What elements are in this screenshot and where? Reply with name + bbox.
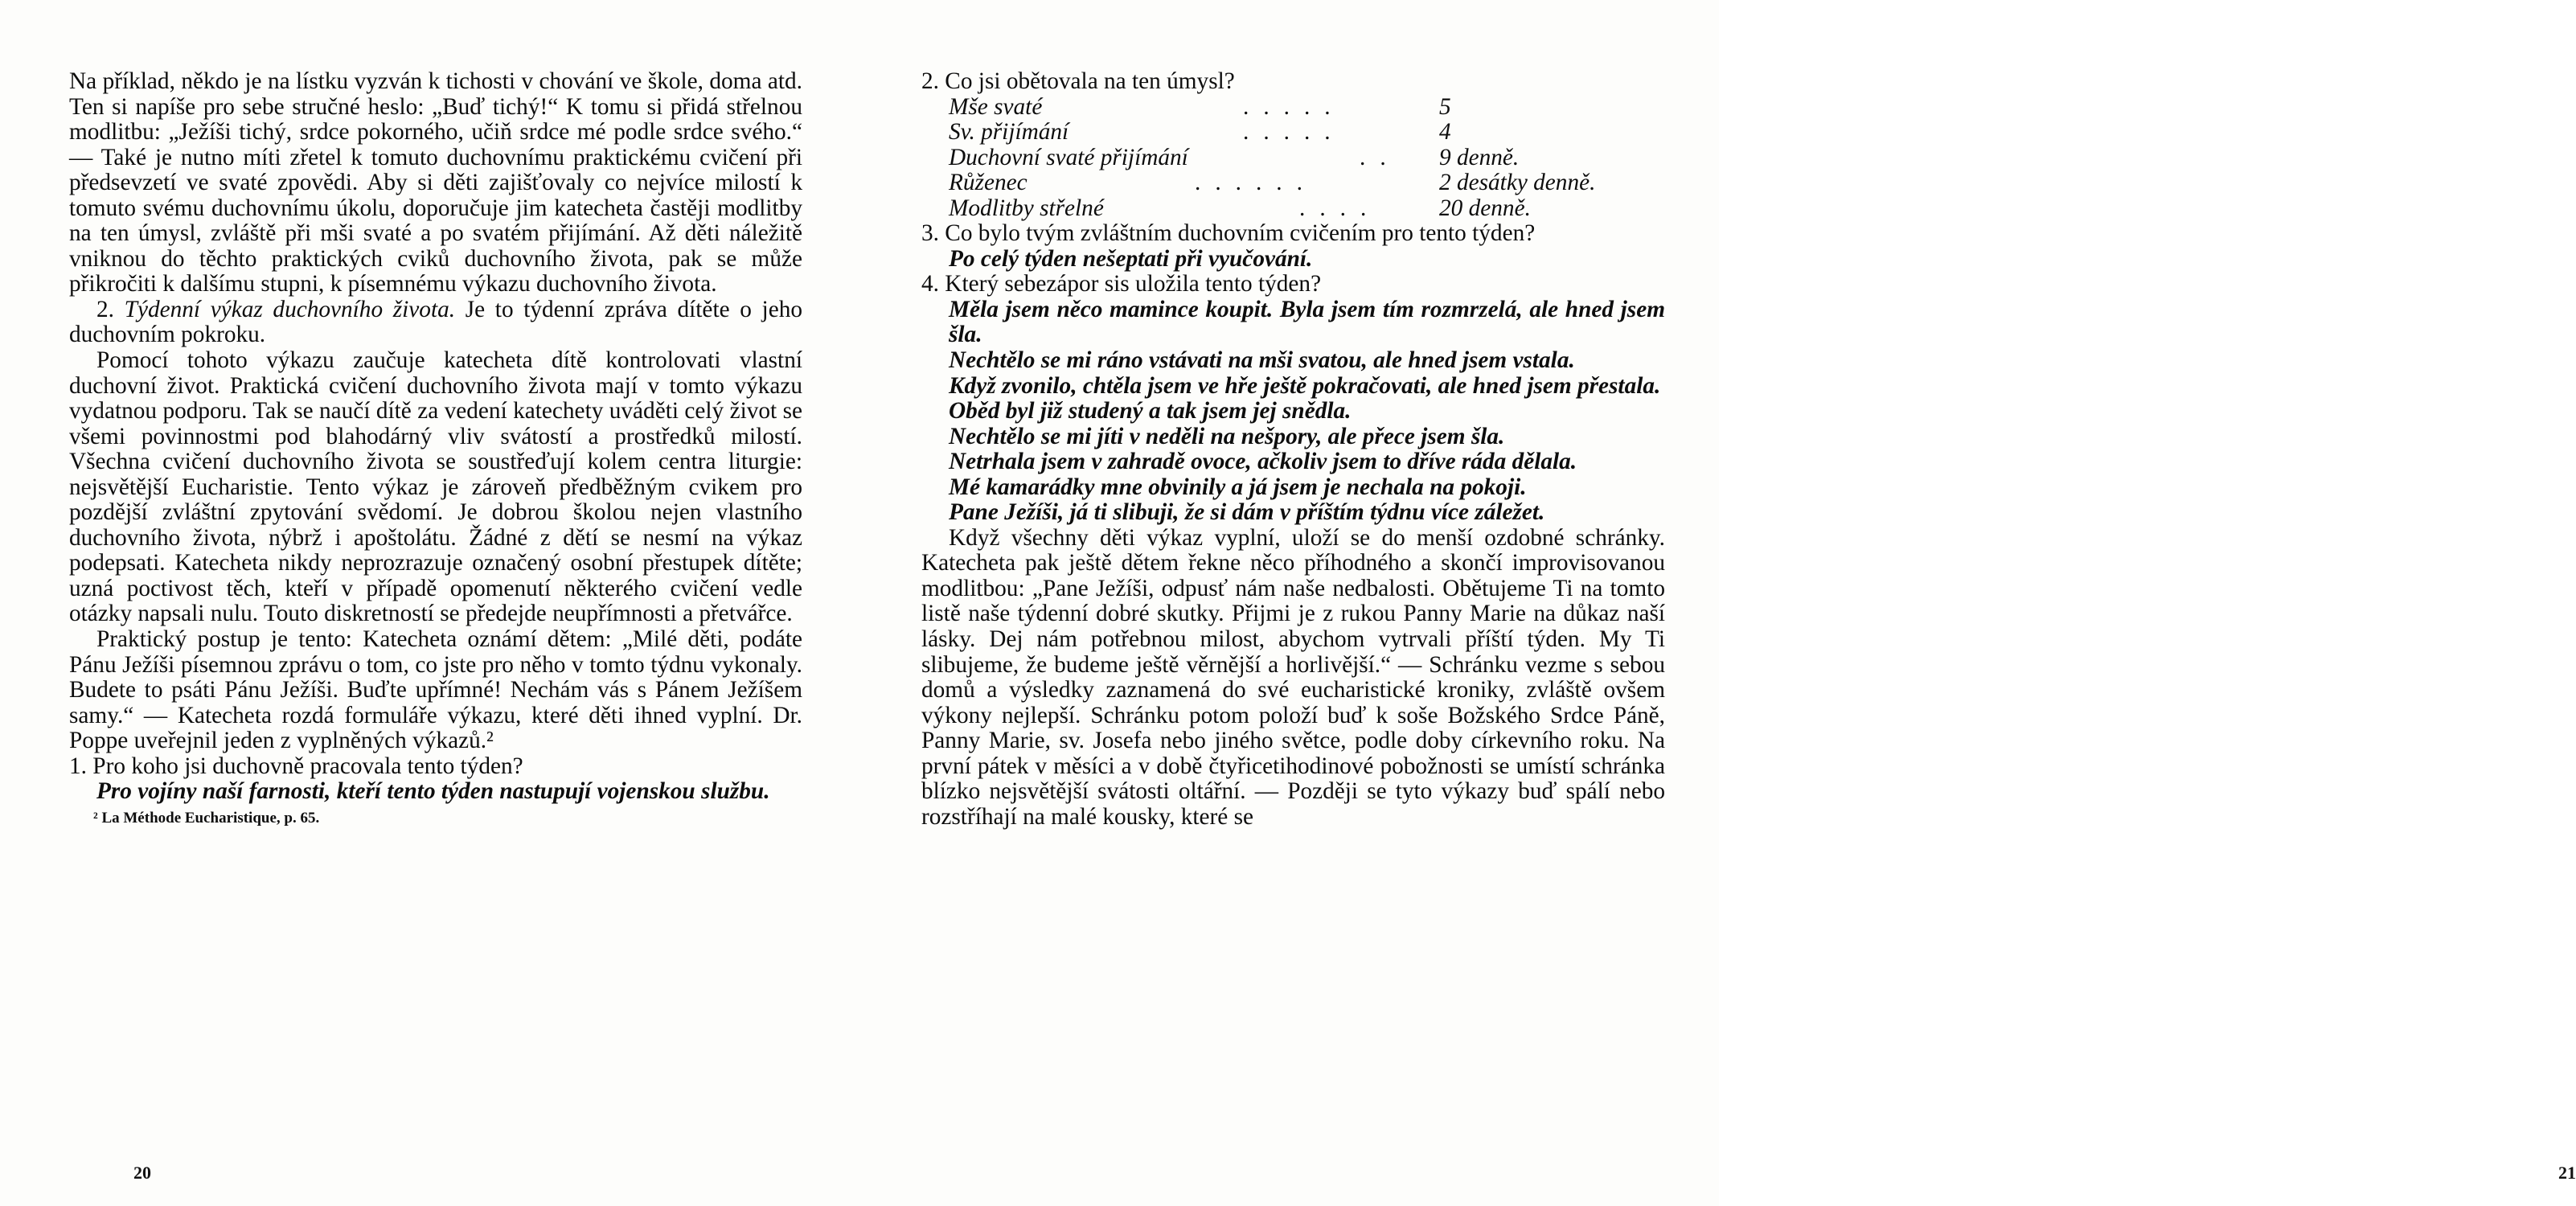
leader-dots: ...... (1195, 170, 1317, 196)
answer-1: Pro vojíny naší farnosti, kteří tento týden nastupují vojenskou službu. (96, 778, 770, 805)
offering-label: Mše svaté (949, 93, 1043, 120)
section-title: Týdenní výkaz duchovního života. (124, 296, 456, 322)
offering-value: 20 denně. (1439, 195, 1531, 221)
answer-4-line: Nechtělo se mi jíti v neděli na nešpory, ale přece jsem šla. (949, 423, 1505, 449)
offering-label: Sv. přijímání (949, 119, 1069, 146)
answer-4-line: Pane Ježíši, já ti slibuji, že si dám v příštím týdnu více záležet. (949, 499, 1545, 526)
question-3: 3. Co bylo tvým zvláštním duchovním cvičením pro tento týden? (921, 220, 1536, 247)
right-page-text (921, 69, 1665, 830)
answer-4-line: Nechtělo se mi ráno vstávati na mši svatou, ale hned jsem vstala. (949, 347, 1575, 374)
right-page (921, 0, 2576, 1206)
answer-4-line: Oběd byl již studený a tak jsem jej snědla. (949, 398, 1352, 425)
offering-value: 4 (1439, 119, 1451, 146)
footnote: ² La Méthode Eucharistique, p. 65. (93, 809, 320, 827)
answer-4-line: Netrhala jsem v zahradě ovoce, ačkoliv jsem to dříve ráda dělala. (949, 449, 1577, 475)
leader-dots: ..... (1243, 93, 1345, 120)
paragraph-procedure: Praktický postup je tento: Katecheta oznámí dětem: „Milé děti, podáte Pánu Ježíši písemnou zprávu o tom, co jste pro něho v tomto týdnu vykonaly. Budete to psáti Pánu Ježíši. Buďte upřímné! Nechám vás s Pánem Ježíšem samy.“ — Katecheta rozdá formuláře výkazu, které děti ihned vyplní. Dr. Poppe uveřejnil jeden z vyplněných výkazů.² (69, 626, 802, 754)
offering-row (921, 146, 1665, 171)
answer-4-line: Mé kamarádky mne obvinily a já jsem je nechala na pokoji. (949, 474, 1527, 500)
offering-label: Růženec (949, 170, 1028, 196)
question-2: 2. Co jsi obětovala na ten úmysl? (921, 68, 1235, 94)
offering-value: 2 desátky denně. (1439, 170, 1596, 196)
section-number: 2. (96, 296, 114, 322)
question-1: 1. Pro koho jsi duchovně pracovala tento týden? (69, 753, 523, 779)
paragraph-report-purpose: Pomocí tohoto výkazu zaučuje katecheta dítě kontrolovati vlastní duchovní život. Praktická cvičení duchovního života mají v tomto výkazu vydatnou podporu. Tak se naučí dítě za vedení katechety uváděti celý život se všemi povinnostmi pod blahodárný vliv svátostí a prostředků milostí. Všechna cvičení duchovního života se soustřeďují kolem centra liturgie: nejsvětější Eucharistie. Tento výkaz je zároveň předběžným cvikem pro pozdější zvláštní zpytování svědomí. Je dobrou školou nejen vlastního duchovního života, nýbrž i apoštolátu. Žádné z dětí se nesmí na výkaz podepsati. Katecheta nikdy neprozrazuje označený osobní přestupek dítěte; uzná poctivost těch, kteří v případě opomenutí některého cvičení vedle otázky napsali nulu. Touto diskretností se předejde neupřímnosti a přetvářce. (69, 347, 802, 627)
offering-value: 5 (1439, 93, 1451, 120)
page-number-left: 20 (133, 1163, 151, 1183)
answer-4-line: Když zvonilo, chtěla jsem ve hře ještě pokračovati, ale hned jsem přestala. (949, 372, 1661, 399)
left-page (69, 0, 802, 1206)
paragraph-weekly-report-heading (69, 297, 802, 348)
offering-row (921, 196, 1665, 222)
answer-4-line: Měla jsem něco mamince koupit. Byla jsem tím rozmrzelá, ale hned jsem šla. (949, 296, 1665, 348)
question-4: 4. Který sebezápor sis uložila tento týden? (921, 271, 1322, 297)
offering-label: Modlitby střelné (949, 195, 1104, 221)
leader-dots: ..... (1243, 119, 1345, 146)
offering-row (921, 95, 1665, 121)
left-page-text (69, 69, 802, 829)
paragraph-example: Na příklad, někdo je na lístku vyzván k tichosti v chování ve škole, doma atd. Ten si napíše pro sebe stručné heslo: „Buď tichý!“ K tomu si přidá střelnou modlitbu: „Ježíši tichý, srdce pokorného, učiň srdce mé podle srdce svého.“ — Také je nutno míti zřetel k tomuto duchovnímu praktickému cvičení při předsevzetí ve svaté zpovědi. Aby si děti zajišťovaly co nejvíce milostí k tomuto svému duchovnímu úkolu, doporučuje jim katecheta častěji modlitby na ten úmysl, zvláště při mši svaté a po svatém přijímání. Až děti náležitě vniknou do těchto praktických cviků duchovního života, pak se může přikročiti k dalšímu stupni, k písemnému výkazu duchovního života. (69, 68, 802, 297)
answer-3: Po celý týden nešeptati při vyučování. (949, 245, 1313, 272)
leader-dots: .... (1299, 195, 1381, 221)
offering-value: 9 denně. (1439, 144, 1520, 170)
page-number-right: 21 (2558, 1163, 2576, 1183)
offering-label: Duchovní svaté přijímání (949, 144, 1188, 170)
paragraph-closing: Když všechny děti výkaz vyplní, uloží se do menší ozdobné schránky. Katecheta pak ještě dětem řekne něco příhodného a skončí improvisovanou modlitbou: „Pane Ježíši, odpusť nám naše nedbalosti. Obětujeme Ti na tomto listě naše týdenní dobré skutky. Přijmi je z rukou Panny Marie na důkaz naší lásky. Dej nám potřebnou milost, abychom vytrvali příští týden. My Ti slibujeme, že budeme ještě věrnější a horlivější.“ — Schránku vezme s sebou domů a výsledky zaznamená do své eucharistické kroniky, zvláště ovšem výkony nejlepší. Schránku potom položí buď k soše Božského Srdce Páně, Panny Marie, sv. Josefa nebo jiného světce, podle doby církevního roku. Na první pátek v měsíci a v době čtyřicetihodinové pobožnosti se umístí schránka blízko nejsvětější svátosti oltářní. — Později se tyto výkazy buď spálí nebo rozstříhají na malé kousky, které se (921, 524, 1665, 830)
offering-row (921, 170, 1665, 196)
section-intro: Je to týdenní zpráva dítěte o jeho duchovním pokroku. (69, 296, 802, 348)
leader-dots: .. (1360, 144, 1401, 170)
offering-row (921, 120, 1665, 146)
